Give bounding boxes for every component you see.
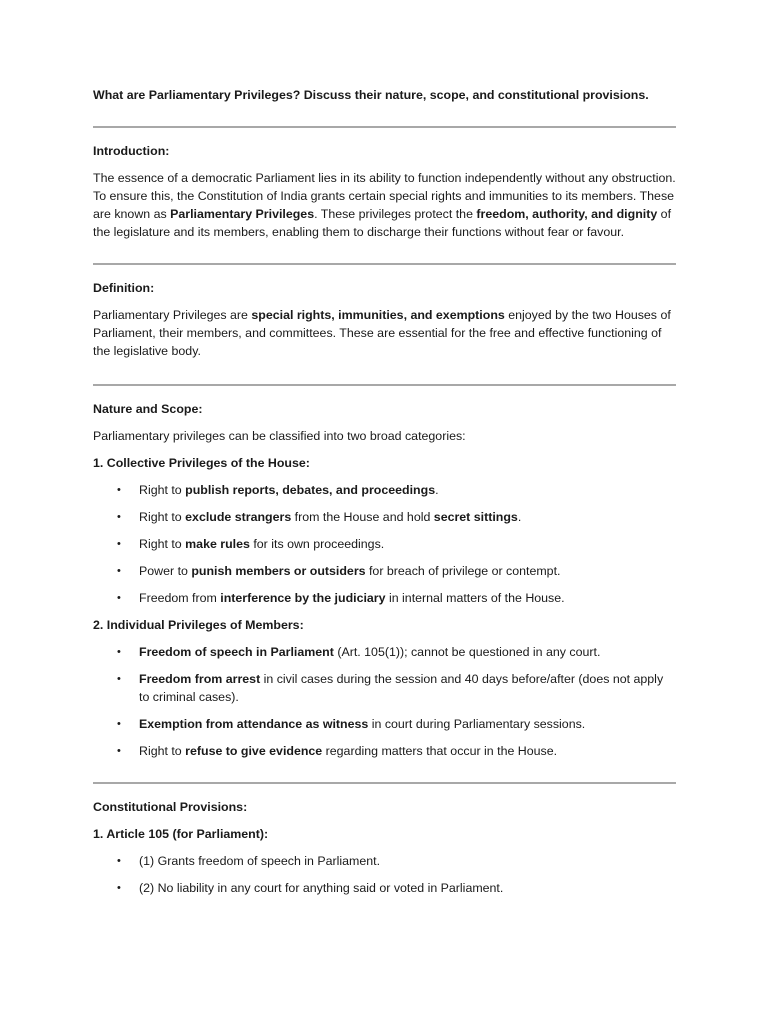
definition-heading: Definition: xyxy=(93,281,155,295)
list-item: • Right to make rules for its own proceedings. xyxy=(117,537,385,551)
collective-privileges-list xyxy=(93,481,676,607)
bullet-icon: • xyxy=(117,855,121,867)
list-item: • (1) Grants freedom of speech in Parliament. xyxy=(117,854,381,868)
bullet-icon: • xyxy=(117,565,121,577)
constitutional-provisions-heading: Constitutional Provisions: xyxy=(93,800,248,814)
list-item: • Freedom from interference by the judiciary in internal matters of the House. xyxy=(117,591,565,605)
article-105-list xyxy=(93,852,676,897)
introduction-paragraph: The essence of a democratic Parliament lies in its ability to function independently without any obstruction. To ensure this, the Constitution of India grants certain special rights and immunities to its members. These are known as Parliamentary Privileges. These privileges protect the freedom, authority, and dignity of the legislature and its members, enabling them to discharge their functions without fear or favour. xyxy=(93,171,676,239)
list-item: • Power to punish members or outsiders for breach of privilege or contempt. xyxy=(117,564,561,578)
list-item: • Freedom of speech in Parliament (Art. 105(1)); cannot be questioned in any court. xyxy=(117,645,601,659)
bullet-icon: • xyxy=(117,882,121,894)
nature-scope-heading: Nature and Scope: xyxy=(93,402,203,416)
bullet-icon: • xyxy=(117,646,121,658)
list-item: • Exemption from attendance as witness in court during Parliamentary sessions. xyxy=(117,717,586,731)
bullet-icon: • xyxy=(117,592,121,604)
nature-scope-intro: Parliamentary privileges can be classified into two broad categories: xyxy=(93,429,466,443)
bullet-icon: • xyxy=(117,718,121,730)
individual-privileges-list xyxy=(93,643,676,760)
bullet-icon: • xyxy=(117,745,121,757)
document-body xyxy=(93,86,676,897)
introduction-heading: Introduction: xyxy=(93,144,170,158)
definition-paragraph: Parliamentary Privileges are special rights, immunities, and exemptions enjoyed by the two Houses of Parliament, their members, and committees. These are essential for the free and effective functioning of the legislative body. xyxy=(93,308,671,358)
article-105-heading: 1. Article 105 (for Parliament): xyxy=(93,827,269,841)
bullet-icon: • xyxy=(117,673,121,685)
list-item: • Right to publish reports, debates, and proceedings. xyxy=(117,483,439,497)
list-item: • Right to exclude strangers from the House and hold secret sittings. xyxy=(117,510,522,524)
bullet-icon: • xyxy=(117,484,121,496)
bullet-icon: • xyxy=(117,538,121,550)
list-item: • Freedom from arrest in civil cases during the session and 40 days before/after (does not apply to criminal cases). xyxy=(117,672,664,704)
bullet-icon: • xyxy=(117,511,121,523)
list-item: • (2) No liability in any court for anything said or voted in Parliament. xyxy=(117,881,504,895)
collective-privileges-heading: 1. Collective Privileges of the House: xyxy=(93,456,310,470)
document-title: What are Parliamentary Privileges? Discuss their nature, scope, and constitutional provisions. xyxy=(93,88,649,102)
individual-privileges-heading: 2. Individual Privileges of Members: xyxy=(93,618,304,632)
list-item: • Right to refuse to give evidence regarding matters that occur in the House. xyxy=(117,744,558,758)
